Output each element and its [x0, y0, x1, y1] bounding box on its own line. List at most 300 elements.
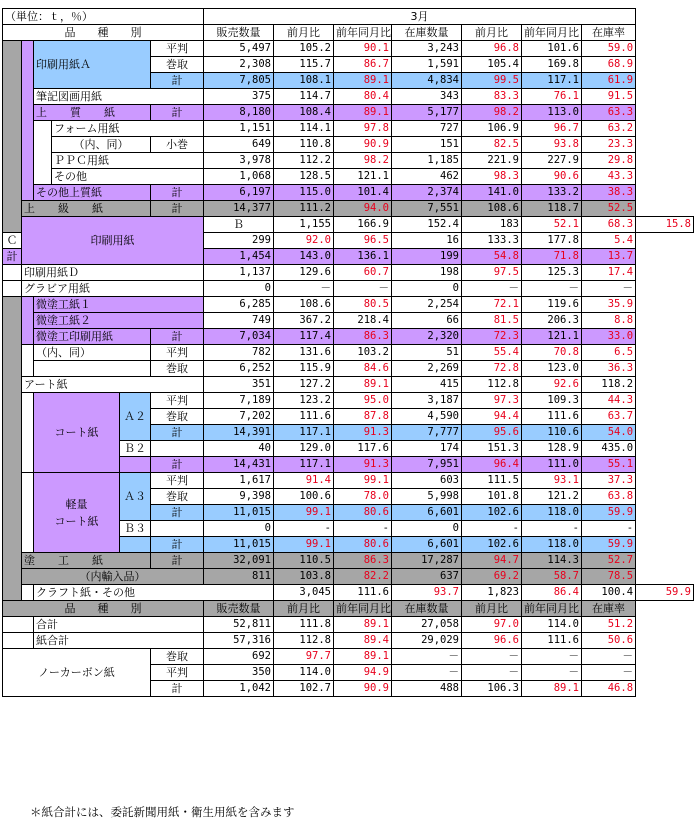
cell-value: 111.2	[274, 201, 334, 217]
cell-value: 7,777	[392, 425, 462, 441]
cell-value: 100.6	[274, 489, 334, 505]
cell-value: 102.7	[274, 681, 334, 697]
cell-value: 0	[392, 521, 462, 537]
cell-value: 129.6	[274, 265, 334, 281]
cell-value: 123.2	[274, 393, 334, 409]
table-row: 上 級 紙 計 14,377 111.2 94.0 7,551 108.6 118.7 52.5	[3, 201, 694, 217]
cell-value: 63.8	[582, 489, 636, 505]
cell-value: 221.9	[462, 153, 522, 169]
cell-value: 108.6	[274, 297, 334, 313]
cell-value: 98.2	[334, 153, 392, 169]
cell-value: 5,177	[392, 105, 462, 121]
cell-value: 80.5	[334, 297, 392, 313]
cell-value: 227.9	[522, 153, 582, 169]
cell-value: 68.3	[582, 217, 636, 233]
cell-value: 112.8	[274, 633, 334, 649]
cell-value: －	[274, 281, 334, 297]
cell-value: 8,180	[204, 105, 274, 121]
cell-value: 27,058	[392, 617, 462, 633]
cell-value: －	[522, 665, 582, 681]
cell-value: 84.6	[334, 361, 392, 377]
cell-value: 111.0	[522, 457, 582, 473]
cell-value: -	[582, 521, 636, 537]
cell-value: 112.8	[462, 377, 522, 393]
cell-value: 59.9	[582, 537, 636, 553]
cell-value: 89.1	[334, 649, 392, 665]
cell-value: 118.2	[582, 377, 636, 393]
cell-value: 89.1	[334, 105, 392, 121]
cell-value: 106.9	[462, 121, 522, 137]
cell-value: 17.4	[582, 265, 636, 281]
table-row: クラフト紙・その他 3,045 111.6 93.7 1,823 86.4 100.4 59.9	[3, 585, 694, 601]
cell-value: 14,391	[204, 425, 274, 441]
table-row: 巻取 9,398 100.6 78.0 5,998 101.8 121.2 63.8	[3, 489, 694, 505]
col-header: 前年同月比	[522, 25, 582, 41]
cell-value: 100.4	[582, 585, 636, 601]
cell-value: －	[462, 281, 522, 297]
cell-value: 87.8	[334, 409, 392, 425]
cell-value: 52.7	[582, 553, 636, 569]
cell-value: 81.5	[462, 313, 522, 329]
cell-value: 6,285	[204, 297, 274, 313]
cell-value: 52.1	[522, 217, 582, 233]
cell-value: 102.6	[462, 537, 522, 553]
cell-value: 57,316	[204, 633, 274, 649]
cell-value: 97.5	[462, 265, 522, 281]
table-row: （内輸入品） 811 103.8 82.2 637 69.2 58.7 78.5	[3, 569, 694, 585]
joshitsu-side-bar	[22, 41, 34, 201]
cell-value: 93.8	[522, 137, 582, 153]
table-row: 上 質 紙 計 8,180 108.4 89.1 5,177 98.2 113.0 63.3	[3, 105, 694, 121]
cell-value: 61.9	[582, 73, 636, 89]
cell-value: 6,601	[392, 505, 462, 521]
footnote: ＊紙合計には、委託新聞用紙・衛生用紙を含みます	[30, 805, 295, 819]
cell-value: 35.9	[582, 297, 636, 313]
table-row: 微塗工紙２ 749 367.2 218.4 66 81.5 206.3 8.8	[3, 313, 694, 329]
cell-value: 692	[204, 649, 274, 665]
cell-value: 89.1	[334, 73, 392, 89]
cell-value: 1,042	[204, 681, 274, 697]
cell-value: 6,601	[392, 537, 462, 553]
table-row: Ｂ３ 0 - - 0 - - -	[3, 521, 694, 537]
cell-value: 78.5	[582, 569, 636, 585]
header-row-cols	[3, 25, 694, 41]
cell-value: 299	[204, 233, 274, 249]
cell-value: 7,551	[392, 201, 462, 217]
cell-value: 55.4	[462, 345, 522, 361]
table-row: 巻取 2,308 115.7 86.7 1,591 105.4 169.8 68.9	[3, 57, 694, 73]
cell-value: 4,834	[392, 73, 462, 89]
table-row: アート紙 351 127.2 89.1 415 112.8 92.6 118.2	[3, 377, 694, 393]
cell-value: 1,068	[204, 169, 274, 185]
cell-value: 89.1	[522, 681, 582, 697]
cell-value: -	[462, 521, 522, 537]
cell-value: 96.4	[462, 457, 522, 473]
cell-value: 114.1	[274, 121, 334, 137]
table-row: 計 1,042 102.7 90.9 488 106.3 89.1 46.8	[3, 681, 694, 697]
cell-value: 17,287	[392, 553, 462, 569]
cell-value: 435.0	[582, 441, 636, 457]
cell-value: 83.3	[462, 89, 522, 105]
cell-value: 82.2	[334, 569, 392, 585]
table-row: コート紙 Ａ２ 平判 7,189 123.2 95.0 3,187 97.3 109.3 44.3	[3, 393, 694, 409]
table-row: 計 11,015 99.1 80.6 6,601 102.6 118.0 59.9	[3, 505, 694, 521]
cell-value: 121.1	[522, 329, 582, 345]
cell-value: 97.8	[334, 121, 392, 137]
col-header: 前月比	[462, 25, 522, 41]
cell-value: 44.3	[582, 393, 636, 409]
cell-value: 206.3	[522, 313, 582, 329]
cell-value: 2,320	[392, 329, 462, 345]
cell-value: 6,197	[204, 185, 274, 201]
cell-value: 199	[392, 249, 462, 265]
cell-value: 117.1	[274, 425, 334, 441]
cell-value: 23.3	[582, 137, 636, 153]
unit-label: （単位：ｔ，％）	[3, 9, 204, 25]
cell-value: 1,151	[204, 121, 274, 137]
cell-value: 131.6	[274, 345, 334, 361]
cell-value: 90.6	[522, 169, 582, 185]
header-row-month	[3, 9, 694, 25]
table-row: 紙合計 57,316 112.8 89.4 29,029 96.6 111.6 50.6	[3, 633, 694, 649]
cell-value: 111.6	[522, 409, 582, 425]
cell-value: 102.6	[462, 505, 522, 521]
cell-value: －	[462, 665, 522, 681]
cell-value: 11,015	[204, 505, 274, 521]
cell-value: －	[392, 649, 462, 665]
category-header: 品 種 別	[3, 25, 204, 41]
cell-value: 7,202	[204, 409, 274, 425]
cell-value: 29.8	[582, 153, 636, 169]
cell-value: 105.4	[462, 57, 522, 73]
cell-value: 94.0	[334, 201, 392, 217]
cell-value: 95.0	[334, 393, 392, 409]
table-row: 軽量 コート紙 Ａ３ 平判 1,617 91.4 99.1 603 111.5 93.1 37.3	[3, 473, 694, 489]
table-row: 計 14,391 117.1 91.3 7,777 95.6 110.6 54.0	[3, 425, 694, 441]
cell-value: 92.0	[274, 233, 334, 249]
cell-value: 9,398	[204, 489, 274, 505]
cell-value: 151	[392, 137, 462, 153]
cell-value: 727	[392, 121, 462, 137]
cell-value: 4,590	[392, 409, 462, 425]
table-row: （内、同） 平判 782 131.6 103.2 51 55.4 70.8 6.5	[3, 345, 694, 361]
cell-value: 103.2	[334, 345, 392, 361]
cell-value: 114.3	[522, 553, 582, 569]
table-row: その他上質紙 計 6,197 115.0 101.4 2,374 141.0 133.2 38.3	[3, 185, 694, 201]
cell-value: 90.9	[334, 681, 392, 697]
cell-value: 89.1	[334, 377, 392, 393]
cell-value: 91.5	[582, 89, 636, 105]
cell-value: 119.6	[522, 297, 582, 313]
cell-value: 111.6	[522, 633, 582, 649]
cell-value: 0	[204, 281, 274, 297]
cell-value: 1,617	[204, 473, 274, 489]
table-row: 微塗工紙１ 6,285 108.6 80.5 2,254 72.1 119.6 35.9	[3, 297, 694, 313]
cell-value: 5.4	[582, 233, 636, 249]
cell-value: 86.3	[334, 329, 392, 345]
cell-value: 114.0	[522, 617, 582, 633]
cell-value: 59.9	[582, 505, 636, 521]
cell-value: 111.5	[462, 473, 522, 489]
cell-value: 115.9	[274, 361, 334, 377]
cell-value: 46.8	[582, 681, 636, 697]
cell-value: 637	[392, 569, 462, 585]
cell-value: 68.9	[582, 57, 636, 73]
month-label: 3月	[204, 9, 636, 25]
toko-side-bar	[3, 297, 22, 601]
cell-value: 143.0	[274, 249, 334, 265]
cell-value: 1,155	[274, 217, 334, 233]
cell-value: 89.4	[334, 633, 392, 649]
table-row: 計 14,431 117.1 91.3 7,951 96.4 111.0 55.1	[3, 457, 694, 473]
cell-value: 117.1	[522, 73, 582, 89]
cell-value: 99.1	[334, 473, 392, 489]
cell-value: 93.7	[392, 585, 462, 601]
cell-value: 488	[392, 681, 462, 697]
col-header: 在庫数量	[392, 25, 462, 41]
cell-value: 177.8	[522, 233, 582, 249]
cell-value: 123.0	[522, 361, 582, 377]
cell-value: 95.6	[462, 425, 522, 441]
cell-value: 603	[392, 473, 462, 489]
cell-value: 811	[204, 569, 274, 585]
nocarbon-label: ノーカーボン紙	[3, 649, 151, 697]
cell-value: 127.2	[274, 377, 334, 393]
jokyu-side-bar	[3, 41, 22, 233]
cell-value: 63.7	[582, 409, 636, 425]
cell-value: 38.3	[582, 185, 636, 201]
cell-value: -	[334, 521, 392, 537]
cell-value: 121.1	[334, 169, 392, 185]
cell-value: 29,029	[392, 633, 462, 649]
cell-value: 1,823	[462, 585, 522, 601]
cell-value: 7,951	[392, 457, 462, 473]
cell-value: 2,374	[392, 185, 462, 201]
cell-value: 59.0	[582, 41, 636, 57]
cell-value: 782	[204, 345, 274, 361]
cell-value: 50.6	[582, 633, 636, 649]
cell-value: 2,254	[392, 297, 462, 313]
cell-value: -	[274, 521, 334, 537]
cell-value: 71.8	[522, 249, 582, 265]
table-row: 計 11,015 99.1 80.6 6,601 102.6 118.0 59.9	[3, 537, 694, 553]
table-row: 計 7,805 108.1 89.1 4,834 99.5 117.1 61.9	[3, 73, 694, 89]
cell-value: 51	[392, 345, 462, 361]
cell-value: 121.2	[522, 489, 582, 505]
cell-value: 7,805	[204, 73, 274, 89]
cell-value: 94.9	[334, 665, 392, 681]
cell-value: 117.4	[274, 329, 334, 345]
cell-value: 105.2	[274, 41, 334, 57]
cell-value: 36.3	[582, 361, 636, 377]
cell-value: 98.3	[462, 169, 522, 185]
cell-value: 118.7	[522, 201, 582, 217]
table-row: グラビア用紙 0 － － 0 － － －	[3, 281, 694, 297]
cell-value: 343	[392, 89, 462, 105]
cell-value: 1,454	[204, 249, 274, 265]
table-row: 微塗工印刷用紙 計 7,034 117.4 86.3 2,320 72.3 121.1 33.0	[3, 329, 694, 345]
cell-value: 97.3	[462, 393, 522, 409]
col-header: 販売数量	[204, 25, 274, 41]
cell-value: 97.0	[462, 617, 522, 633]
cell-value: 141.0	[462, 185, 522, 201]
cell-value: 52,811	[204, 617, 274, 633]
cell-value: 66	[392, 313, 462, 329]
cell-value: 63.2	[582, 121, 636, 137]
cell-value: 89.1	[334, 617, 392, 633]
cell-value: 7,034	[204, 329, 274, 345]
cell-value: －	[522, 281, 582, 297]
cell-value: 6,252	[204, 361, 274, 377]
cell-value: 649	[204, 137, 274, 153]
cell-value: －	[522, 649, 582, 665]
cell-value: －	[582, 281, 636, 297]
cell-value: －	[334, 281, 392, 297]
cell-value: 110.6	[522, 425, 582, 441]
sonota-indent	[34, 121, 52, 185]
cell-value: 0	[204, 521, 274, 537]
cell-value: 16	[392, 233, 462, 249]
cell-value: -	[522, 521, 582, 537]
table-row: 計 1,454 143.0 136.1 199 54.8 71.8 13.7	[3, 249, 694, 265]
cell-value: 169.8	[522, 57, 582, 73]
table-row: Ｂ２ 40 129.0 117.6 174 151.3 128.9 435.0	[3, 441, 694, 457]
cell-value: 183	[462, 217, 522, 233]
table-row: 合計 52,811 111.8 89.1 27,058 97.0 114.0 51.2	[3, 617, 694, 633]
cell-value: 96.6	[462, 633, 522, 649]
cell-value: 98.2	[462, 105, 522, 121]
insatsu-a-label: 印刷用紙Ａ	[34, 41, 151, 89]
cell-value: 3,187	[392, 393, 462, 409]
cell-value: 109.3	[522, 393, 582, 409]
cell-value: 101.4	[334, 185, 392, 201]
cell-value: 55.1	[582, 457, 636, 473]
cell-value: 80.6	[334, 537, 392, 553]
cell-value: 117.6	[334, 441, 392, 457]
cell-value: 58.7	[522, 569, 582, 585]
paper-sales-table	[2, 8, 694, 697]
cell-value: 113.0	[522, 105, 582, 121]
table-row: 筆記図画用紙 375 114.7 80.4 343 83.3 76.1 91.5	[3, 89, 694, 105]
cell-value: 112.2	[274, 153, 334, 169]
cell-value: 94.7	[462, 553, 522, 569]
col-header: 前年同月比	[334, 25, 392, 41]
coat-label: コート紙	[34, 393, 120, 473]
cell-value: 5,497	[204, 41, 274, 57]
cell-value: 462	[392, 169, 462, 185]
cell-value: 103.8	[274, 569, 334, 585]
cell-value: 99.1	[274, 505, 334, 521]
cell-value: 93.1	[522, 473, 582, 489]
cell-value: 110.8	[274, 137, 334, 153]
table-row: （内、同） 小巻 649 110.8 90.9 151 82.5 93.8 23.3	[3, 137, 694, 153]
cell-value: 367.2	[274, 313, 334, 329]
table-row: 巻取 7,202 111.6 87.8 4,590 94.4 111.6 63.7	[3, 409, 694, 425]
cell-value: 110.5	[274, 553, 334, 569]
cell-value: 13.7	[582, 249, 636, 265]
cell-value: 40	[204, 441, 274, 457]
table-row: ノーカーボン紙 巻取 692 97.7 89.1 － － － －	[3, 649, 694, 665]
cell-value: 94.4	[462, 409, 522, 425]
keiryo-coat-label: 軽量 コート紙	[34, 473, 120, 553]
cell-value: －	[582, 649, 636, 665]
cell-value: 2,308	[204, 57, 274, 73]
cell-value: 70.8	[522, 345, 582, 361]
cell-value: 72.1	[462, 297, 522, 313]
cell-value: 125.3	[522, 265, 582, 281]
cell-value: 166.9	[334, 217, 392, 233]
cell-value: 90.1	[334, 41, 392, 57]
cell-value: 96.7	[522, 121, 582, 137]
cell-value: 101.6	[522, 41, 582, 57]
cell-value: 106.3	[462, 681, 522, 697]
cell-value: 63.3	[582, 105, 636, 121]
cell-value: 99.5	[462, 73, 522, 89]
cell-value: 5,998	[392, 489, 462, 505]
table-row: フォーム用紙 1,151 114.1 97.8 727 106.9 96.7 63.2	[3, 121, 694, 137]
insatsu-label: 印刷用紙	[22, 217, 204, 265]
cell-value: 60.7	[334, 265, 392, 281]
table-row: その他 1,068 128.5 121.1 462 98.3 90.6 43.3	[3, 169, 694, 185]
cell-value: 82.5	[462, 137, 522, 153]
cell-value: 174	[392, 441, 462, 457]
cell-value: 7,189	[204, 393, 274, 409]
col-header: 在庫率	[582, 25, 636, 41]
cell-value: 78.0	[334, 489, 392, 505]
cell-value: 97.7	[274, 649, 334, 665]
cell-value: 375	[204, 89, 274, 105]
cell-value: 91.3	[334, 457, 392, 473]
table-row: Ｃ 299 92.0 96.5 16 133.3 177.8 5.4	[3, 233, 694, 249]
cell-value: 101.8	[462, 489, 522, 505]
cell-value: 128.9	[522, 441, 582, 457]
cell-value: 72.3	[462, 329, 522, 345]
cell-value: 91.3	[334, 425, 392, 441]
cell-value: 8.8	[582, 313, 636, 329]
cell-value: 218.4	[334, 313, 392, 329]
cell-value: 415	[392, 377, 462, 393]
cell-value: 151.3	[462, 441, 522, 457]
cell-value: 351	[204, 377, 274, 393]
cell-value: 117.1	[274, 457, 334, 473]
cell-value: 15.8	[636, 217, 694, 233]
cell-value: 111.6	[274, 409, 334, 425]
cell-value: 108.4	[274, 105, 334, 121]
cell-value: 54.8	[462, 249, 522, 265]
cell-value: 108.1	[274, 73, 334, 89]
table-row: 塗 工 紙 計 32,091 110.5 86.3 17,287 94.7 114.3 52.7	[3, 553, 694, 569]
cell-value: 86.3	[334, 553, 392, 569]
cell-value: 52.5	[582, 201, 636, 217]
table-row: 平判 350 114.0 94.9 － － － －	[3, 665, 694, 681]
cell-value: 114.7	[274, 89, 334, 105]
cell-value: 1,137	[204, 265, 274, 281]
cell-value: 32,091	[204, 553, 274, 569]
cell-value: 72.8	[462, 361, 522, 377]
table-row: ＰＰＣ用紙 3,978 112.2 98.2 1,185 221.9 227.9 29.8	[3, 153, 694, 169]
cell-value: 91.4	[274, 473, 334, 489]
cell-value: 96.8	[462, 41, 522, 57]
cell-value: 43.3	[582, 169, 636, 185]
cell-value: 129.0	[274, 441, 334, 457]
cell-value: 111.6	[334, 585, 392, 601]
col-header: 前月比	[274, 25, 334, 41]
cell-value: 92.6	[522, 377, 582, 393]
cell-value: 118.0	[522, 537, 582, 553]
cell-value: 115.0	[274, 185, 334, 201]
cell-value: 54.0	[582, 425, 636, 441]
cell-value: 80.4	[334, 89, 392, 105]
